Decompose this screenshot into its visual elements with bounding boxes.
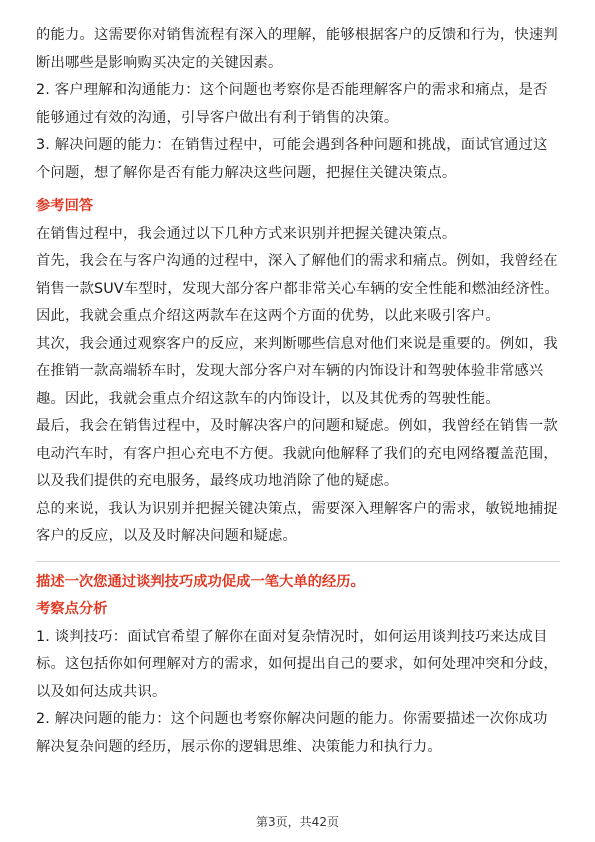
analysis-heading: 考察点分析 xyxy=(36,601,108,617)
analysis-paragraph: 1. 谈判技巧：面试官希望了解你在面对复杂情况时，如何运用谈判技巧来达成目标。这包括你如何理解对方的需求，如何提出自己的要求，如何处理冲突和分歧，以及如何达成共识。 xyxy=(36,628,558,700)
reference-paragraph: 最后，我会在销售过程中，及时解决客户的问题和疑虑。例如，我曾经在销售一款电动汽车时，有客户担心充电不方便。我就向他解释了我们的充电网络覆盖范围，以及我们提供的充电服务，最终成功地消除了他的疑虑。 xyxy=(36,418,558,489)
question-title: 描述一次您通过谈判技巧成功促成一笔大单的经历。 xyxy=(36,573,365,590)
intro-paragraph: 3. 解决问题的能力：在销售过程中，可能会遇到各种问题和挑战，面试官通过这个问题，想了解你是否有能力解决这些问题，把握住关键决策点。 xyxy=(36,137,548,181)
analysis-paragraph: 2. 解决问题的能力：这个问题也考察你解决问题的能力。你需要描述一次你成功解决复杂问题的经历，展示你的逻辑思维、决策能力和执行力。 xyxy=(36,711,548,755)
reference-paragraph: 在销售过程中，我会通过以下几种方式来识别并把握关键决策点。 xyxy=(36,225,457,242)
reference-paragraph: 总的来说，我认为识别并把握关键决策点，需要深入理解客户的需求，敏锐地捕捉客户的反应，以及及时解决问题和疑虑。 xyxy=(36,500,558,544)
intro-paragraph: 的能力。这需要你对销售流程有深入的理解，能够根据客户的反馈和行为，快速判断出哪些是影响购买决定的关键因素。 xyxy=(36,27,558,71)
reference-paragraph: 首先，我会在与客户沟通的过程中，深入了解他们的需求和痛点。例如，我曾经在销售一款SUV车型时，发现大部分客户都非常关心车辆的安全性能和燃油经济性。因此，我就会重点介绍这两款车在这两个方面的优势，以此来吸引客户。 xyxy=(36,253,559,324)
document-page xyxy=(36,22,560,761)
reference-paragraph: 其次，我会通过观察客户的反应，来判断哪些信息对他们来说是重要的。例如，我在推销一款高端轿车时，发现大部分客户对车辆的内饰设计和驾驶体验非常感兴趣。因此，我就会重点介绍这款车的内饰设计，以及其优秀的驾驶性能。 xyxy=(36,335,558,407)
intro-paragraph: 2. 客户理解和沟通能力：这个问题也考察你是否能理解客户的需求和痛点，是否能够通过有效的沟通，引导客户做出有利于销售的决策。 xyxy=(36,82,548,126)
page-number: 第3页，共42页 xyxy=(256,815,339,829)
section-divider xyxy=(36,561,560,562)
reference-answer-heading: 参考回答 xyxy=(36,198,94,214)
